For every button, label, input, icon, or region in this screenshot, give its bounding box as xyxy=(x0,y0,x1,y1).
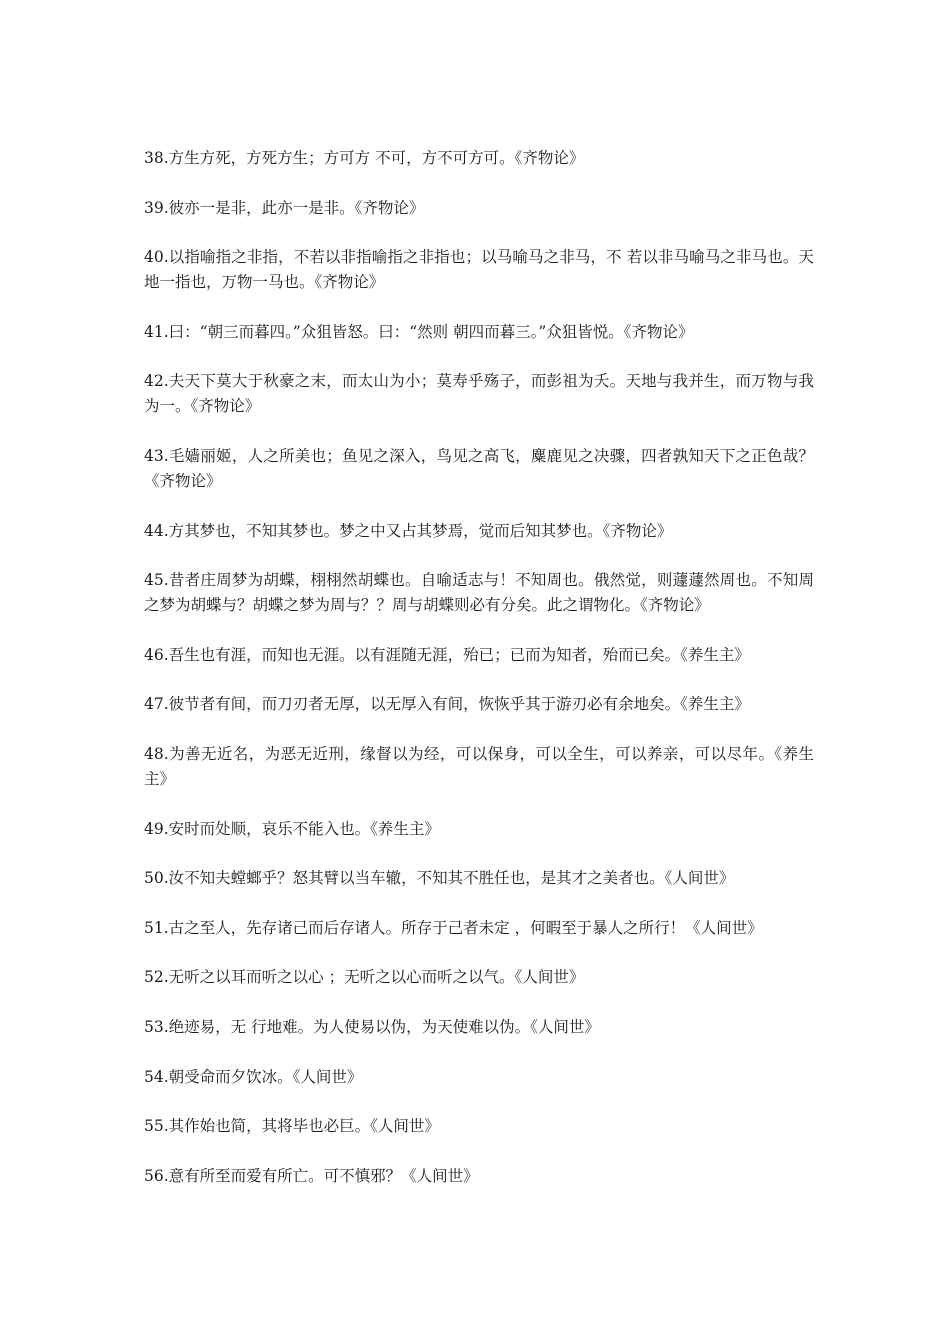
quote-42: 42.夫天下莫大于秋豪之末，而太山为小；莫寿乎殇子，而彭祖为夭。天地与我并生，而万物与我为一。《齐物论》 xyxy=(144,372,814,416)
quote-48: 48.为善无近名，为恶无近刑，缘督以为经，可以保身，可以全生，可以养亲，可以尽年。《养生主》 xyxy=(144,744,814,788)
quote-43: 43.毛嫱丽姬，人之所美也；鱼见之深入，鸟见之高飞，麋鹿见之决骤，四者孰知天下之正色哉？《齐物论》 xyxy=(144,446,814,490)
quote-54: 54.朝受命而夕饮冰。《人间世》 xyxy=(144,1067,363,1086)
quote-51: 51.古之至人，先存诸己而后存诸人。所存于己者未定 ，何暇至于暴人之所行！《人间世》 xyxy=(144,918,763,937)
quote-52: 52.无听之以耳而听之以心 ；无听之以心而听之以气。《人间世》 xyxy=(144,968,585,987)
quote-45: 45.昔者庄周梦为胡蝶，栩栩然胡蝶也。自喻适志与！不知周也。俄然觉，则蘧蘧然周也。不知周之梦为胡蝶与？胡蝶之梦为周与？？周与胡蝶则必有分矣。此之谓物化。《齐物论》 xyxy=(144,571,814,615)
quote-38: 38.方生方死，方死方生；方可方 不可，方不可方可。《齐物论》 xyxy=(144,149,585,167)
quote-53: 53.绝迹易，无 行地难。为人使易以伪，为天使难以伪。《人间世》 xyxy=(144,1017,600,1036)
quote-49: 49.安时而处顺，哀乐不能入也。《养生主》 xyxy=(144,819,440,838)
quote-50: 50.汝不知夫螳螂乎？怒其臂以当车辙，不知其不胜任也，是其才之美者也。《人间世》 xyxy=(144,869,735,888)
quote-56: 56.意有所至而爱有所亡。可不慎邪？《人间世》 xyxy=(144,1166,479,1185)
quote-40: 40.以指喻指之非指，不若以非指喻指之非指也；以马喻马之非马，不 若以非马喻马之非马也。天地一指也，万物一马也。《齐物论》 xyxy=(144,248,814,292)
quote-55: 55.其作始也简，其将毕也必巨。《人间世》 xyxy=(144,1117,440,1136)
quote-41: 41.曰：“朝三而暮四。”众狙皆怒。曰：“然则 朝四而暮三。”众狙皆悦。《齐物论》 xyxy=(144,322,694,341)
quote-47: 47.彼节者有间，而刀刃者无厚，以无厚入有间，恢恢乎其于游刃必有余地矣。《养生主》 xyxy=(144,695,750,714)
quote-39: 39.彼亦一是非，此亦一是非。《齐物论》 xyxy=(144,198,425,217)
quote-44: 44.方其梦也，不知其梦也。梦之中又占其梦焉，觉而后知其梦也。《齐物论》 xyxy=(144,521,673,540)
quote-list xyxy=(144,146,814,1213)
quote-46: 46.吾生也有涯，而知也无涯。以有涯随无涯，殆已；已而为知者，殆而已矣。《养生主》 xyxy=(144,645,750,664)
